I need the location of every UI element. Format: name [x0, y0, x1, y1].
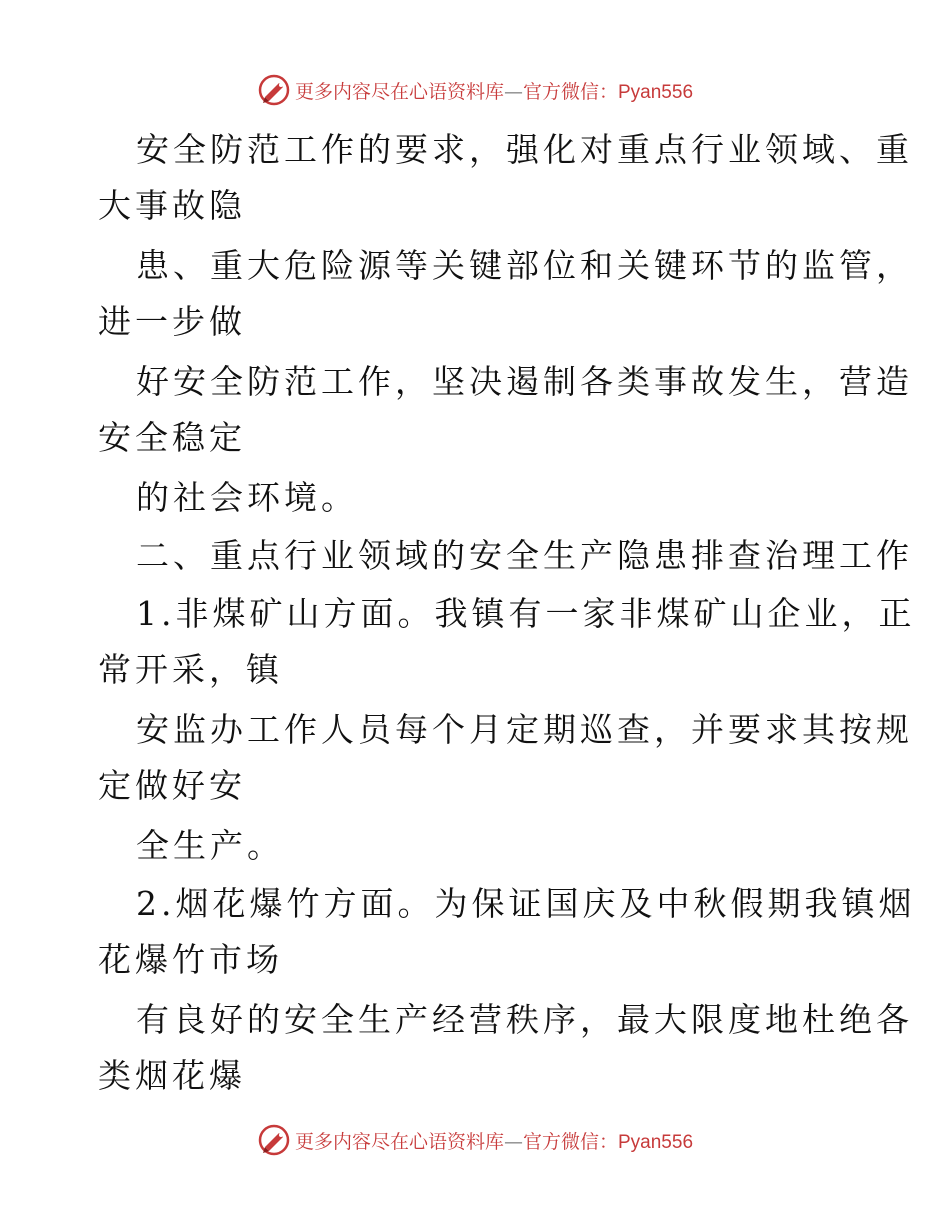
- text-line: 患、重大危险源等关键部位和关键环节的监管，: [136, 246, 913, 285]
- header-watermark: [0, 70, 950, 110]
- pen-logo-icon: [257, 1123, 291, 1157]
- text-line: 安监办工作人员每个月定期巡查，并要求其按规: [136, 710, 913, 749]
- text-line: 类烟花爆: [98, 1056, 246, 1095]
- text-line: 大事故隐: [98, 186, 246, 225]
- text-line: 1.非煤矿山方面。我镇有一家非煤矿山企业，正: [136, 594, 916, 633]
- section-heading: 二、重点行业领域的安全生产隐患排查治理工作: [136, 536, 913, 575]
- text-line: 安全稳定: [98, 418, 246, 457]
- text-line: 安全防范工作的要求，强化对重点行业领域、重: [136, 130, 913, 169]
- text-line: 进一步做: [98, 302, 246, 341]
- text-line: 定做好安: [98, 766, 246, 805]
- watermark-text: 更多内容尽在心语资料库—官方微信：Pyan556: [294, 1130, 694, 1153]
- text-line: 2.烟花爆竹方面。为保证国庆及中秋假期我镇烟: [136, 884, 916, 923]
- text-line: 好安全防范工作，坚决遏制各类事故发生，营造: [136, 362, 913, 401]
- text-line: 常开采，镇: [98, 650, 283, 689]
- text-line: 的社会环境。: [136, 478, 358, 517]
- text-line: 花爆竹市场: [98, 940, 283, 979]
- text-line: 全生产。: [136, 826, 284, 865]
- watermark-text: 更多内容尽在心语资料库—官方微信：Pyan556: [294, 80, 694, 103]
- footer-watermark: [0, 1120, 950, 1160]
- pen-logo-icon: [257, 73, 291, 107]
- text-line: 有良好的安全生产经营秩序，最大限度地杜绝各: [136, 1000, 913, 1039]
